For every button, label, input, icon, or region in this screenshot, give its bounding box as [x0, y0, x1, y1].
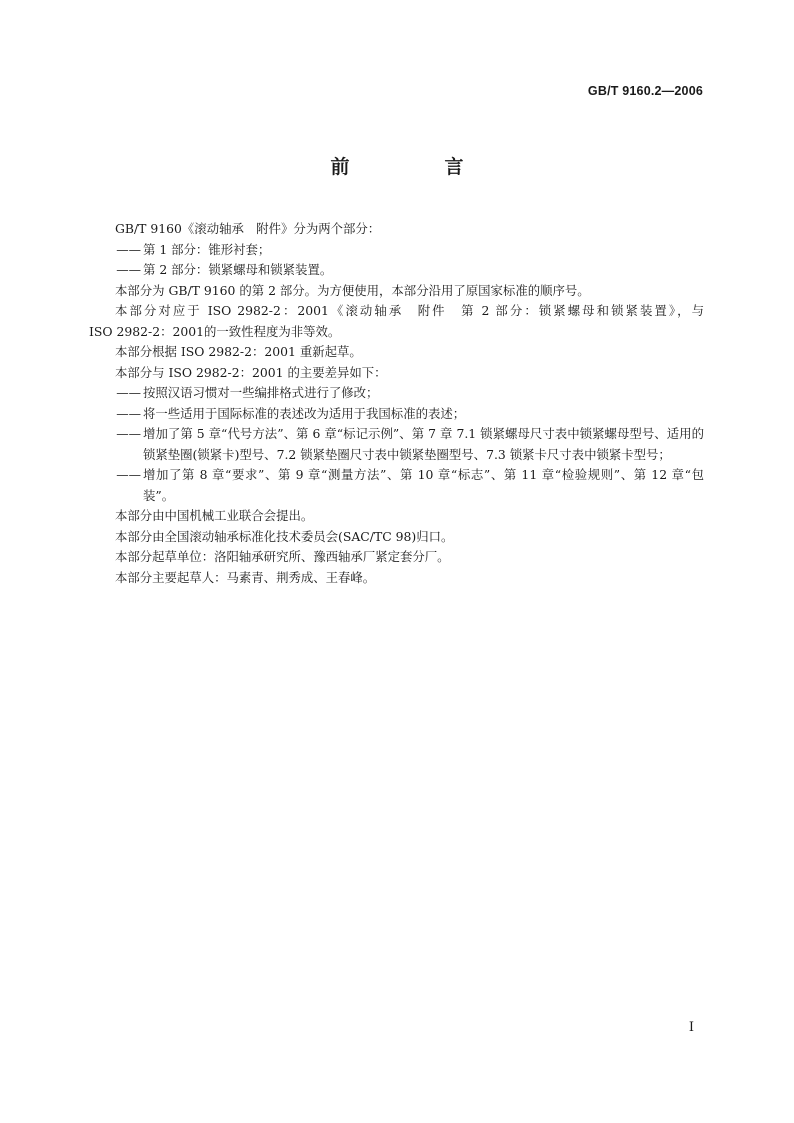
- list-item-text: 增加了第 5 章“代号方法”、第 6 章“标记示例”、第 7 章 7.1 锁紧螺母尺寸表中锁紧螺母型号、适用的锁紧垫圈(锁紧卡)型号、7.2 锁紧垫圈尺寸表中锁紧垫圈型号、7.3 锁紧卡尺寸表中锁紧卡型号；: [143, 426, 704, 462]
- page-number: I: [688, 1020, 694, 1035]
- dash-marker: ——: [116, 426, 141, 441]
- paragraph: GB/T 9160《滚动轴承 附件》分为两个部分：: [115, 221, 381, 236]
- paragraph: 本部分对应于 ISO 2982-2：2001《滚动轴承 附件 第 2 部分：锁紧螺母和锁紧装置》，与: [115, 303, 704, 318]
- paragraph: 本部分由全国滚动轴承标准化技术委员会(SAC/TC 98)归口。: [115, 528, 454, 544]
- page-title: 前 言: [330, 156, 502, 178]
- paragraph: 本部分与 ISO 2982-2：2001 的主要差异如下：: [115, 364, 387, 380]
- foreword-body: [89, 219, 704, 588]
- list-item: [89, 465, 704, 506]
- list-item: [89, 260, 704, 281]
- paragraph: 本部分由中国机械工业联合会提出。: [115, 508, 314, 523]
- list-item-text: 第 1 部分：锥形衬套；: [143, 241, 271, 257]
- list-item-text: 将一些适用于国际标准的表述改为适用于我国标准的表述；: [143, 405, 466, 421]
- list-item: [89, 240, 704, 261]
- dash-marker: ——: [116, 241, 141, 257]
- list-item: [89, 404, 704, 425]
- paragraph-continuation: ISO 2982-2：2001的一致性程度为非等效。: [89, 323, 341, 339]
- paragraph: 本部分为 GB/T 9160 的第 2 部分。为方便使用，本部分沿用了原国家标准的顺序号。: [115, 282, 590, 298]
- list-item-text: 按照汉语习惯对一些编排格式进行了修改；: [143, 385, 379, 400]
- list-item: [89, 424, 704, 465]
- list-item-text: 增加了第 8 章“要求”、第 9 章“测量方法”、第 10 章“标志”、第 11 章“检验规则”、第 12 章“包装”。: [143, 467, 704, 503]
- dash-marker: ——: [116, 262, 141, 277]
- paragraph: 本部分主要起草人：马素青、荆秀成、王春峰。: [115, 569, 376, 585]
- dash-marker: ——: [116, 467, 141, 482]
- list-item-text: 第 2 部分：锁紧螺母和锁紧装置。: [143, 262, 333, 277]
- dash-marker: ——: [116, 385, 141, 400]
- list-item: [89, 383, 704, 404]
- dash-marker: ——: [116, 405, 141, 421]
- paragraph: 本部分起草单位：洛阳轴承研究所、豫西轴承厂紧定套分厂。: [115, 549, 450, 564]
- paragraph: 本部分根据 ISO 2982-2：2001 重新起草。: [115, 344, 362, 359]
- standard-code: GB/T 9160.2—2006: [587, 84, 703, 98]
